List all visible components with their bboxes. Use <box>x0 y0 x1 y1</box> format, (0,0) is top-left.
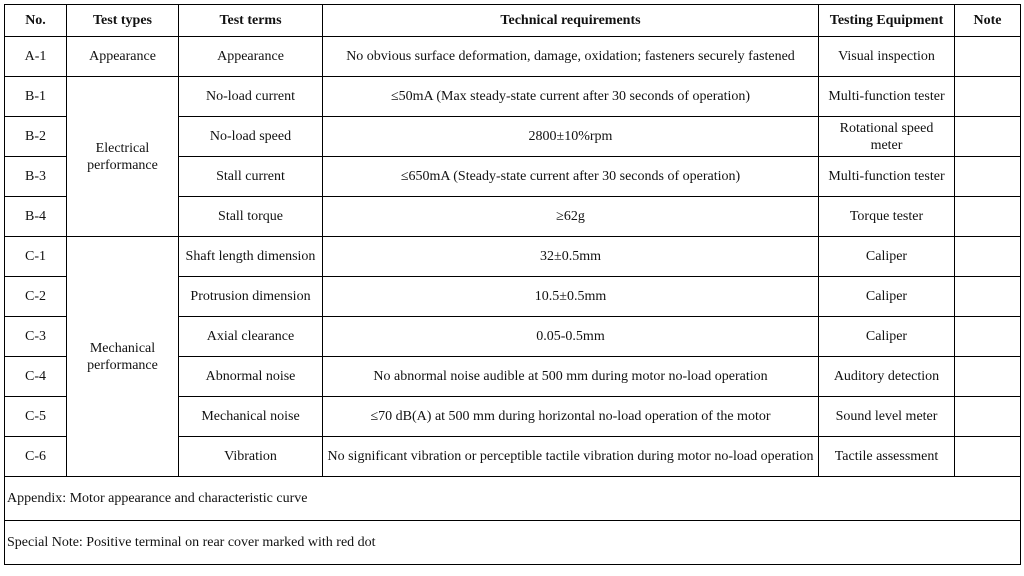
row-number: A-1 <box>5 37 67 77</box>
test-requirements-table <box>4 4 1021 565</box>
row-number: B-1 <box>5 77 67 117</box>
test-type-appearance: Appearance <box>67 37 179 77</box>
test-term: Stall torque <box>179 197 323 237</box>
test-term: No-load current <box>179 77 323 117</box>
technical-requirement: ≥62g <box>323 197 819 237</box>
technical-requirement: No significant vibration or perceptible tactile vibration during motor no-load operation <box>323 437 819 477</box>
technical-requirement: ≤70 dB(A) at 500 mm during horizontal no-load operation of the motor <box>323 397 819 437</box>
row-number: C-1 <box>5 237 67 277</box>
technical-requirement: No obvious surface deformation, damage, oxidation; fasteners securely fastened <box>323 37 819 77</box>
special-note-text: Special Note: Positive terminal on rear cover marked with red dot <box>5 521 1021 565</box>
testing-equipment: Tactile assessment <box>819 437 955 477</box>
note-cell <box>955 37 1021 77</box>
header-no: No. <box>5 5 67 37</box>
row-number: C-4 <box>5 357 67 397</box>
testing-equipment: Caliper <box>819 317 955 357</box>
note-cell <box>955 237 1021 277</box>
table-header-row <box>5 5 1021 37</box>
table-row <box>5 37 1021 77</box>
row-number: C-3 <box>5 317 67 357</box>
note-cell <box>955 197 1021 237</box>
testing-equipment: Visual inspection <box>819 37 955 77</box>
testing-equipment: Rotational speed meter <box>819 117 955 157</box>
note-cell <box>955 317 1021 357</box>
testing-equipment: Sound level meter <box>819 397 955 437</box>
testing-equipment: Multi-function tester <box>819 77 955 117</box>
row-number: C-5 <box>5 397 67 437</box>
note-cell <box>955 437 1021 477</box>
note-cell <box>955 357 1021 397</box>
header-test-types: Test types <box>67 5 179 37</box>
testing-equipment: Multi-function tester <box>819 157 955 197</box>
header-test-terms: Test terms <box>179 5 323 37</box>
table-row <box>5 77 1021 117</box>
test-type-mechanical: Mechanical performance <box>67 237 179 477</box>
test-term: Shaft length dimension <box>179 237 323 277</box>
test-term: Vibration <box>179 437 323 477</box>
appendix-text: Appendix: Motor appearance and characteristic curve <box>5 477 1021 521</box>
test-term: No-load speed <box>179 117 323 157</box>
note-cell <box>955 117 1021 157</box>
technical-requirement: 2800±10%rpm <box>323 117 819 157</box>
technical-requirement: 10.5±0.5mm <box>323 277 819 317</box>
test-term: Axial clearance <box>179 317 323 357</box>
test-term: Appearance <box>179 37 323 77</box>
test-term: Abnormal noise <box>179 357 323 397</box>
note-cell <box>955 157 1021 197</box>
technical-requirement: No abnormal noise audible at 500 mm during motor no-load operation <box>323 357 819 397</box>
note-cell <box>955 277 1021 317</box>
test-type-electrical: Electrical performance <box>67 77 179 237</box>
row-number: B-2 <box>5 117 67 157</box>
test-term: Stall current <box>179 157 323 197</box>
note-cell <box>955 77 1021 117</box>
header-testing-equipment: Testing Equipment <box>819 5 955 37</box>
testing-equipment: Caliper <box>819 237 955 277</box>
technical-requirement: ≤50mA (Max steady-state current after 30 seconds of operation) <box>323 77 819 117</box>
technical-requirement: 32±0.5mm <box>323 237 819 277</box>
test-term: Mechanical noise <box>179 397 323 437</box>
header-technical-requirements: Technical requirements <box>323 5 819 37</box>
note-cell <box>955 397 1021 437</box>
testing-equipment: Auditory detection <box>819 357 955 397</box>
header-note: Note <box>955 5 1021 37</box>
row-number: C-6 <box>5 437 67 477</box>
row-number: B-3 <box>5 157 67 197</box>
table-row <box>5 237 1021 277</box>
technical-requirement: ≤650mA (Steady-state current after 30 seconds of operation) <box>323 157 819 197</box>
row-number: B-4 <box>5 197 67 237</box>
special-note-row <box>5 521 1021 565</box>
test-term: Protrusion dimension <box>179 277 323 317</box>
row-number: C-2 <box>5 277 67 317</box>
technical-requirement: 0.05-0.5mm <box>323 317 819 357</box>
testing-equipment: Torque tester <box>819 197 955 237</box>
appendix-row <box>5 477 1021 521</box>
testing-equipment: Caliper <box>819 277 955 317</box>
